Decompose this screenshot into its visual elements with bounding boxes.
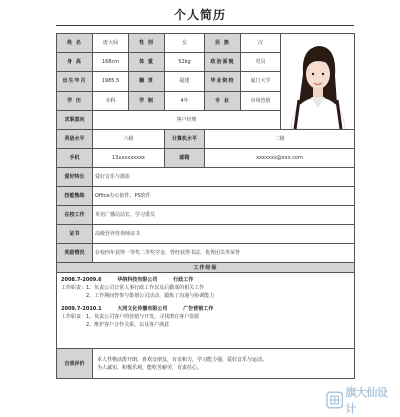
awards-label: 奖励情况 xyxy=(57,244,93,263)
proficiency-label: 技能熟练 xyxy=(57,187,93,206)
job-duty: 工作职责：1、负责公司客户的营销与开发，寻找潜在客户资源 xyxy=(61,314,200,320)
major-label: 专 业 xyxy=(205,91,241,110)
weight-label: 体 重 xyxy=(129,53,165,72)
name-label: 姓 名 xyxy=(57,34,93,53)
job-period: 2009.7-2010.1 xyxy=(61,306,102,312)
certs-label: 证书 xyxy=(57,225,93,244)
watermark-logo-icon xyxy=(326,391,343,409)
phone-value: 13xxxxxxxxx xyxy=(93,149,165,168)
hobbies-label: 爱好特长 xyxy=(57,168,93,187)
proficiency-value: Office办公软件、PS软件 xyxy=(93,187,355,206)
origin-value: 福建 xyxy=(165,72,205,91)
evaluation-line: 本人性格活泼开朗，喜欢交朋友，有亲和力，学习能力强，爱好音乐与运动。 xyxy=(97,356,268,363)
resume-table xyxy=(56,33,355,379)
job-entry xyxy=(61,305,350,329)
degree-label: 学 历 xyxy=(57,91,93,110)
job-period: 2008.7-2009.6 xyxy=(61,277,102,283)
page-title: 个人简历 xyxy=(173,8,226,22)
job-role: 行政工作 xyxy=(173,277,194,283)
job-header xyxy=(61,305,350,313)
objective-label: 求职意向 xyxy=(57,110,93,129)
duration-value: 4年 xyxy=(165,91,205,110)
email-value: xxxxxxx@xxx.com xyxy=(205,149,355,168)
degree-value: 本科 xyxy=(93,91,129,110)
ethnicity-label: 民 族 xyxy=(205,34,241,53)
ethnicity-value: 汉 xyxy=(241,34,281,53)
politics-value: 党员 xyxy=(241,53,281,72)
birth-label: 出生年月 xyxy=(57,72,93,91)
job-duty: 工作职责：1、负责公司日常人事行政工作以及后勤部的相关工作 xyxy=(61,285,205,291)
job-duty: 2、工作期间曾参与策划公司活动，锻炼了沟通与协调能力 xyxy=(61,293,215,299)
duration-label: 学 制 xyxy=(129,91,165,110)
watermark-text: 旗大仙设计 xyxy=(345,386,388,415)
job-entry xyxy=(61,276,350,300)
evaluation-label: 自我评价 xyxy=(57,349,93,379)
major-value: 市场营销 xyxy=(241,91,281,110)
school-value: 厦门大学 xyxy=(241,72,281,91)
work-section-header: 工作经验 xyxy=(57,263,355,273)
evaluation-text xyxy=(93,349,355,379)
hobbies-value: 爱好音乐与摄影 xyxy=(93,168,355,187)
job-header xyxy=(61,276,350,284)
job-role: 广告营销工作 xyxy=(183,306,214,312)
birth-value: 1985.5 xyxy=(93,72,129,91)
phone-label: 手机 xyxy=(57,149,93,168)
height-value: 168cm xyxy=(93,53,129,72)
work-experience xyxy=(57,273,355,349)
computer-value: 二级 xyxy=(205,130,355,149)
politics-label: 政治面貌 xyxy=(205,53,241,72)
job-company: 华纳科技有限公司 xyxy=(117,277,158,283)
job-company: 大同文化传播有限公司 xyxy=(117,306,168,312)
origin-label: 籍 贯 xyxy=(129,72,165,91)
english-label: 英语水平 xyxy=(57,130,93,149)
campus-value: 英语广播站站长、学习委员 xyxy=(93,206,355,225)
title-rule xyxy=(56,25,354,26)
email-label: 邮箱 xyxy=(165,149,205,168)
objective-value: 客户经理 xyxy=(93,110,281,129)
profile-photo xyxy=(283,34,353,129)
gender-label: 性 别 xyxy=(129,34,165,53)
gender-value: 女 xyxy=(165,34,205,53)
watermark xyxy=(326,386,396,415)
weight-value: 52kg xyxy=(165,53,205,72)
school-label: 毕业院校 xyxy=(205,72,241,91)
job-duty: 2、维护客户合作关系，以及客户满意 xyxy=(61,322,170,328)
photo-cell xyxy=(281,34,355,130)
english-value: 六级 xyxy=(93,130,165,149)
certs-value: 高级营养咨询师证书 xyxy=(93,225,355,244)
height-label: 身 高 xyxy=(57,53,93,72)
computer-label: 计算机水平 xyxy=(165,130,205,149)
awards-value: 在校四年获得一等奖二等奖学金，曾经获得书法、优秀团员等荣誉 xyxy=(93,244,355,263)
campus-label: 在校工作 xyxy=(57,206,93,225)
name-value: 唐大仙 xyxy=(93,34,129,53)
evaluation-line: 为人诚实、积极乐观、能吃苦耐劳，有责任心。 xyxy=(97,364,203,371)
